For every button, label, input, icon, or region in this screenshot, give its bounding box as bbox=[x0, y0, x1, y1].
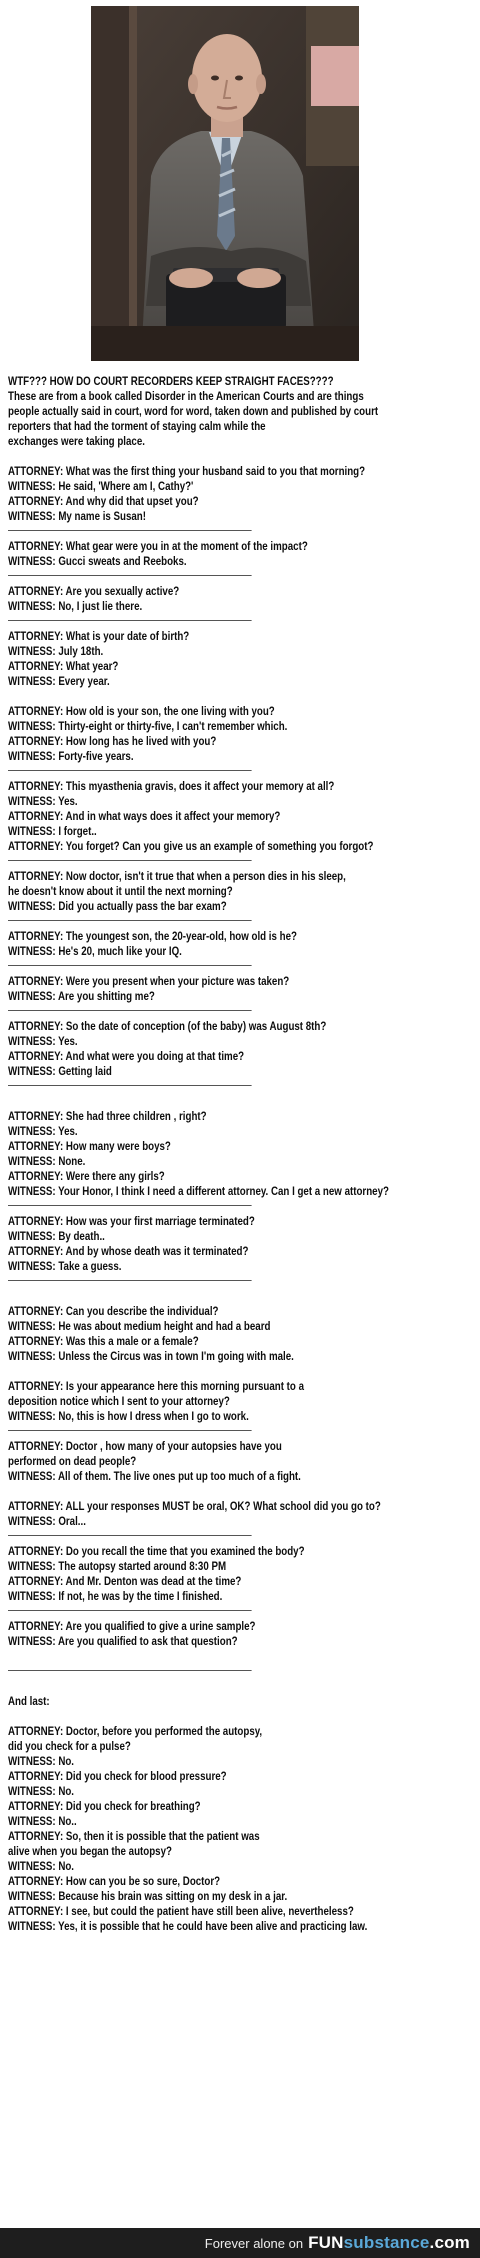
transcript-line: WITNESS: My name is Susan! bbox=[8, 510, 146, 523]
transcript-line: ATTORNEY: Were there any girls? bbox=[8, 1170, 165, 1183]
transcript-line: ATTORNEY: And in what ways does it affect your memory? bbox=[8, 810, 281, 823]
site-logo[interactable] bbox=[308, 2233, 470, 2253]
transcript-line: WITNESS: Did you actually pass the bar exam? bbox=[8, 900, 227, 913]
blank-line bbox=[8, 1289, 474, 1304]
transcript-line: ATTORNEY: This myasthenia gravis, does it affect your memory at all? bbox=[8, 780, 335, 793]
separator-line bbox=[8, 764, 474, 779]
court-recorder-photo bbox=[91, 6, 359, 361]
transcript-line: ATTORNEY: How many were boys? bbox=[8, 1140, 171, 1153]
transcript-line: WITNESS: Yes. bbox=[8, 1125, 78, 1138]
separator-line bbox=[8, 1664, 474, 1679]
transcript-line: WITNESS: The autopsy started around 8:30 PM bbox=[8, 1560, 227, 1573]
transcript-line: WITNESS: Yes. bbox=[8, 795, 78, 808]
transcript-line: ATTORNEY: How can you be so sure, Doctor? bbox=[8, 1875, 221, 1888]
transcript-line: exchanges were taking place. bbox=[8, 435, 145, 448]
transcript-line: ATTORNEY: And Mr. Denton was dead at the time? bbox=[8, 1575, 242, 1588]
transcript-line: ATTORNEY: Are you sexually active? bbox=[8, 585, 180, 598]
transcript-line: ATTORNEY: You forget? Can you give us an example of something you forgot? bbox=[8, 840, 374, 853]
transcript-line: ATTORNEY: She had three children , right? bbox=[8, 1110, 207, 1123]
transcript-line: ATTORNEY: And why did that upset you? bbox=[8, 495, 199, 508]
transcript-line: WITNESS: I forget.. bbox=[8, 825, 97, 838]
transcript-line: WITNESS: He's 20, much like your IQ. bbox=[8, 945, 182, 958]
transcript-line: people actually said in court, word for word, taken down and published by court bbox=[8, 405, 379, 418]
transcript-line: WITNESS: Because his brain was sitting on my desk in a jar. bbox=[8, 1890, 288, 1903]
transcript-line: ATTORNEY: What is your date of birth? bbox=[8, 630, 190, 643]
transcript-line: he doesn't know about it until the next morning? bbox=[8, 885, 233, 898]
transcript-line: did you check for a pulse? bbox=[8, 1740, 131, 1753]
transcript-line: ATTORNEY: And what were you doing at that time? bbox=[8, 1050, 245, 1063]
separator-line bbox=[8, 1004, 474, 1019]
transcript-line: deposition notice which I sent to your attorney? bbox=[8, 1395, 230, 1408]
transcript-line: WITNESS: Unless the Circus was in town I'm going with male. bbox=[8, 1350, 294, 1363]
transcript-line: performed on dead people? bbox=[8, 1455, 137, 1468]
transcript-line: WITNESS: By death.. bbox=[8, 1230, 105, 1243]
site-footer bbox=[0, 2228, 480, 2258]
blank-line bbox=[8, 1649, 474, 1664]
separator-line bbox=[8, 914, 474, 929]
transcript-line: reporters that had the torment of staying calm while the bbox=[8, 420, 266, 433]
separator-line bbox=[8, 1199, 474, 1214]
transcript-line: WITNESS: He said, 'Where am I, Cathy?' bbox=[8, 480, 194, 493]
separator-line bbox=[8, 854, 474, 869]
separator-line bbox=[8, 1424, 474, 1439]
separator-line bbox=[8, 569, 474, 584]
transcript bbox=[8, 374, 474, 1934]
transcript-line: ATTORNEY: Was this a male or a female? bbox=[8, 1335, 199, 1348]
transcript-line: WITNESS: No. bbox=[8, 1860, 75, 1873]
transcript-line: ATTORNEY: Were you present when your picture was taken? bbox=[8, 975, 290, 988]
transcript-line: ATTORNEY: Did you check for blood pressure? bbox=[8, 1770, 227, 1783]
transcript-line: WITNESS: Every year. bbox=[8, 675, 110, 688]
brand-accent: substance bbox=[343, 2233, 430, 2252]
transcript-line: WITNESS: Your Honor, I think I need a different attorney. Can I get a new attorney? bbox=[8, 1185, 389, 1198]
transcript-line: ATTORNEY: Is your appearance here this morning pursuant to a bbox=[8, 1380, 305, 1393]
transcript-line: ATTORNEY: The youngest son, the 20-year-old, how old is he? bbox=[8, 930, 297, 943]
transcript-line: WITNESS: All of them. The live ones put up too much of a fight. bbox=[8, 1470, 301, 1483]
blank-line bbox=[8, 1094, 474, 1109]
separator-line bbox=[8, 1529, 474, 1544]
headline: WTF??? HOW DO COURT RECORDERS KEEP STRAIGHT FACES???? bbox=[8, 375, 334, 388]
transcript-line: WITNESS: No.. bbox=[8, 1815, 77, 1828]
transcript-line: WITNESS: Are you qualified to ask that question? bbox=[8, 1635, 238, 1648]
transcript-line: WITNESS: Yes. bbox=[8, 1035, 78, 1048]
transcript-line: ATTORNEY: Can you describe the individual? bbox=[8, 1305, 219, 1318]
transcript-line: WITNESS: Are you shitting me? bbox=[8, 990, 155, 1003]
transcript-line: ATTORNEY: So the date of conception (of the baby) was August 8th? bbox=[8, 1020, 327, 1033]
transcript-line: ATTORNEY: How long has he lived with you? bbox=[8, 735, 217, 748]
transcript-line: ATTORNEY: Doctor , how many of your autopsies have you bbox=[8, 1440, 282, 1453]
transcript-line: ATTORNEY: What gear were you in at the moment of the impact? bbox=[8, 540, 308, 553]
transcript-line: WITNESS: Thirty-eight or thirty-five, I can't remember which. bbox=[8, 720, 288, 733]
transcript-line: WITNESS: No, I just lie there. bbox=[8, 600, 143, 613]
blank-line bbox=[8, 1484, 474, 1499]
blank-line bbox=[8, 689, 474, 704]
separator-line bbox=[8, 1274, 474, 1289]
transcript-line: ATTORNEY: Are you qualified to give a urine sample? bbox=[8, 1620, 256, 1633]
blank-line bbox=[8, 1679, 474, 1694]
blank-line bbox=[8, 1364, 474, 1379]
transcript-line: WITNESS: Take a guess. bbox=[8, 1260, 122, 1273]
brand-tld: .com bbox=[429, 2233, 470, 2252]
transcript-line: ATTORNEY: So, then it is possible that the patient was bbox=[8, 1830, 260, 1843]
transcript-line: ATTORNEY: I see, but could the patient have still been alive, nevertheless? bbox=[8, 1905, 354, 1918]
transcript-line: WITNESS: No, this is how I dress when I go to work. bbox=[8, 1410, 249, 1423]
transcript-line: ATTORNEY: ALL your responses MUST be oral, OK? What school did you go to? bbox=[8, 1500, 381, 1513]
transcript-line: ATTORNEY: How old is your son, the one living with you? bbox=[8, 705, 275, 718]
transcript-line: ATTORNEY: How was your first marriage terminated? bbox=[8, 1215, 255, 1228]
transcript-line: WITNESS: Oral... bbox=[8, 1515, 86, 1528]
transcript-line: These are from a book called Disorder in the American Courts and are things bbox=[8, 390, 364, 403]
blank-line bbox=[8, 449, 474, 464]
transcript-line: WITNESS: No. bbox=[8, 1785, 75, 1798]
transcript-line: WITNESS: No. bbox=[8, 1755, 75, 1768]
transcript-line: WITNESS: Getting laid bbox=[8, 1065, 112, 1078]
transcript-line: ATTORNEY: What was the first thing your husband said to you that morning? bbox=[8, 465, 366, 478]
transcript-line: ATTORNEY: What year? bbox=[8, 660, 119, 673]
transcript-line: WITNESS: Yes, it is possible that he could have been alive and practicing law. bbox=[8, 1920, 368, 1933]
brand-main: FUN bbox=[308, 2233, 344, 2252]
transcript-line: ATTORNEY: Now doctor, isn't it true that when a person dies in his sleep, bbox=[8, 870, 346, 883]
separator-line bbox=[8, 1604, 474, 1619]
transcript-line: ATTORNEY: Doctor, before you performed the autopsy, bbox=[8, 1725, 263, 1738]
separator-line bbox=[8, 524, 474, 539]
separator-line bbox=[8, 959, 474, 974]
transcript-line: WITNESS: If not, he was by the time I finished. bbox=[8, 1590, 223, 1603]
photo-illustration bbox=[91, 6, 359, 361]
transcript-line: alive when you began the autopsy? bbox=[8, 1845, 172, 1858]
transcript-line: ATTORNEY: And by whose death was it terminated? bbox=[8, 1245, 249, 1258]
blank-line bbox=[8, 1709, 474, 1724]
transcript-line: ATTORNEY: Did you check for breathing? bbox=[8, 1800, 201, 1813]
transcript-line: And last: bbox=[8, 1695, 50, 1708]
separator-line bbox=[8, 1079, 474, 1094]
transcript-line: WITNESS: Gucci sweats and Reeboks. bbox=[8, 555, 187, 568]
transcript-line: WITNESS: He was about medium height and had a beard bbox=[8, 1320, 271, 1333]
transcript-line: ATTORNEY: Do you recall the time that you examined the body? bbox=[8, 1545, 305, 1558]
separator-line bbox=[8, 614, 474, 629]
transcript-line: WITNESS: None. bbox=[8, 1155, 86, 1168]
footer-prefix: Forever alone on bbox=[204, 2235, 304, 2251]
transcript-line: WITNESS: Forty-five years. bbox=[8, 750, 134, 763]
transcript-line: WITNESS: July 18th. bbox=[8, 645, 104, 658]
